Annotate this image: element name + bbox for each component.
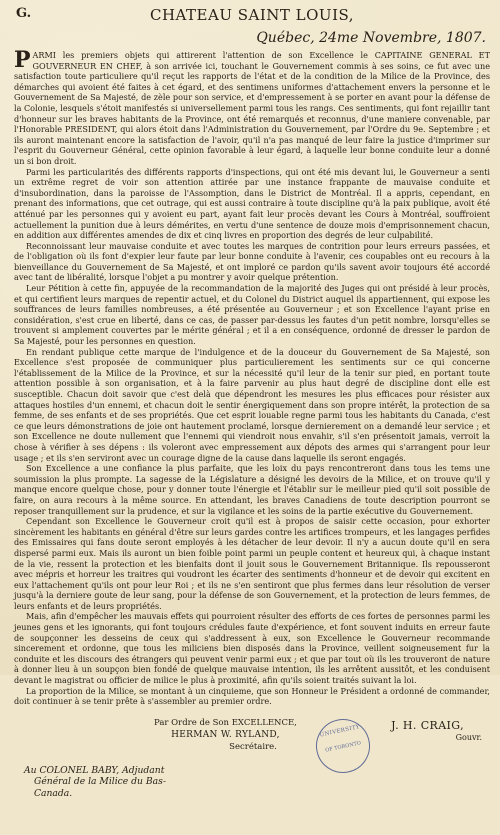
addressee-line-1: Au COLONEL BABY, Adjudant	[24, 764, 165, 776]
addressee-line-3: Canada.	[34, 787, 73, 799]
paragraph-text: En rendant publique cette marque de l'indulgence et de la douceur du Gouvernement de Sa Majesté, son Excellence s'est proposée de communiquer plus particulierement les sentiments sur ce qui concerne l'établissement de la Milice de la Province, et sur la nécessité qu'il leur de la tenir sur pied, en portant toute attention possible à son organisation, et à la faire parvenir au plus haut degré de discipline dont elle est susceptible. Chacun doit savoir que c'est delà que dépendront les mesures les plus efficaces pour résister aux attaques hostiles d'un ennemi, et chacun doit le sentir énergiquement dans son propre intérêt, la protection de sa femme, de ses enfants et de ses propriétés. Que cet esprit louable regne parmi tous les habitants du Canada, c'est ce que leurs démonstrations de joie ont hautement proclamé, lorsque dernierement on a demandé leur service ; et son Excellence ne doute nullement que l'ennemi qui viendroit nous envahir, s'il s'en présentoit jamais, verroit la chose à vérifier à ses dépens : ils voleront avec empressement aux dépots des armes qui s'arrangent pour leur usage ; et ils s'en serviront avec un courage digne de la cause dans laquelle ils seront engagés.	[14, 346, 490, 463]
addressee-line-2: Général de la Milice du Bas-	[34, 776, 166, 788]
body-paragraph	[14, 241, 490, 283]
drop-cap: P	[14, 47, 31, 73]
order-attribution	[154, 717, 297, 753]
paragraph-text: Cependant son Excellence le Gouverneur croit qu'il est à propos de saisir cette occasion, pour exhorter sincèrement les habitants en général d'être sur leurs gardes contre les artifices trompeurs, et les langages perfides des Emissaires qui fans doute seront employés à les détacher de leur devoir. Il n'y a aucun doute qu'il en sera dispersé parmi eux. Mais ils auront un bien foible point parmi un peuple content et heureux qui, à chaque instant de la vie, ressent la protection et les bienfaits dont il jouit sous le Gouvernement Britannique. Ils repousseront avec mépris et horreur les traitres qui voudront les écarter des sentiments d'honneur et de devoir qui excitent en eux l'attachement qu'ils ont pour leur Roi ; et ils ne s'en sentiront que plus fermes dans leur résolution de verser jusqu'à la derniere goute de leur sang, pour la défense de son Gouvernement, et la protection de leurs femmes, de leurs enfants et de leurs propriétés.	[14, 516, 490, 611]
body-paragraph	[14, 47, 490, 167]
dateline: Québec, 24me Novembre, 1807.	[256, 30, 486, 46]
body-paragraph	[14, 463, 490, 516]
secretary-name: HERMAN W. RYLAND,	[171, 729, 280, 740]
secretary-title: Secrétaire.	[229, 741, 277, 752]
governor-name: J. H. CRAIG,	[391, 718, 464, 732]
document-title: CHATEAU SAINT LOUIS,	[149, 6, 355, 24]
library-stamp	[311, 714, 375, 778]
body-paragraph	[14, 347, 490, 464]
order-line: Par Ordre de Son EXCELLENCE,	[154, 717, 297, 728]
paragraph-text: Son Excellence a une confiance la plus parfaite, que les loix du pays rencontreront dans tous les tems une soumission la plus prompte. La sagesse de la Législature a désigné les devoirs de la Milice, et on trouve qu'il y manque encore quelque chose, pour y donner toute l'énergie et l'établir sur le meilleur pied qu'il soit possible de faire, on aura recours à la même source. En attendant, les braves Canadiens de toute description pourront se reposer tranquillement sur la prudence, et sur la vigilance et les soins de la partie exécutive du Gouvernement.	[14, 463, 490, 516]
governor-title: Gouvr.	[455, 732, 482, 742]
body-paragraph	[14, 686, 490, 707]
paragraph-text: Leur Pétition à cette fin, appuyée de la recommandation de la majorité des Juges qui ont présidé à leur procès, et qui certifient leurs marques de repentir actuel, et du Colonel du District auquel ils appartiennent, qui expose les souffrances de leurs familles nombreuses, a été présentée au Gouverneur ; et son Excellence l'ayant prise en considération, s'est crue en liberté, dans ce cas, de passer par-dessus les fautes d'un petit nombre, lorsqu'elles se trouvent si amplement couvertes par le mérite général ; et il a en conséquence, ordonné de dresser le pardon de Sa Majesté, pour les personnes en question.	[14, 283, 490, 347]
body-paragraph	[14, 283, 490, 347]
signature-block	[14, 717, 490, 835]
body-paragraph	[14, 516, 490, 611]
paragraph-text: Reconnoissant leur mauvaise conduite et avec toutes les marques de contrition pour leurs erreurs passées, et de l'obligation où ils font d'expier leur faute par leur bonne conduite à l'avenir, ces coupables ont eu recours à la bienveillance du Gouvernement de Sa Majesté, et ont imploré ce pardon qu'ils savent avoir toujours été accordé avec tant de libéralité, lorsque l'objet a pu montrer y avoir quelque prétention.	[14, 240, 490, 283]
header	[14, 6, 490, 26]
paragraph-text: Parmi les particularités des différents rapports d'inspections, qui ont été mis devant lui, le Gouverneur a senti un extrême regret de voir son attention attirée par une instance frappante de mauvaise conduite et d'insubordination, dans la paroisse de l'Assomption, dans le District de Montréal. Il a appris, cependant, en prenant des informations, que cet outrage, qui est aussi contraire à toute discipline qu'à la paix publique, avoit été atténué par les personnes qui y avoient eu part, ayant fait leur procès devant les Cours à Montréal, souffroient actuellement la punition due à leurs démérites, en vertu d'une sentence de douze mois d'emprisonnement chacun, en addition aux différentes amendes de dix et cinq livres en proportion des degrés de leur culpabilité.	[14, 166, 490, 241]
body-paragraph	[14, 167, 490, 241]
stamp-line-2: OF TORONTO	[324, 740, 362, 754]
paragraph-text: ARMI les premiers objets qui attirerent l'attention de son Excellence le CAPITAINE GENERAL ET GOUVERNEUR EN CHEF, à son arrivée ici, touchant le Gouvernement commis à ses soins, ce fut avec une satisfaction toute particuliere qu'il reçut les rapports de l'état et de la condition de la Milice de la Province, des démarches qui avoient été faites à cet égard, et des sentimens uniformes d'attachement envers la personne et le Gouvernement de Sa Majesté, de zèle pour son service, et d'empressement à se porter en avant pour la défense de la Colonie, lesquels s'étoit manifestés si universellement parmi tous les rangs. Ces sentiments, qui font rejaillir tant d'honneur sur les braves habitants de la Province, ont été remarqués et reconnus, d'une maniere convenable, par l'Honorable PRESIDENT, qui alors étoit dans l'Administration du Gouvernement, par l'Ordre du 9e. Septembre ; et ils auront maintenant encore la satisfaction de l'avoir, qu'il n'a pas manqué de leur faire la justice d'imprimer sur l'esprit du Gouverneur Général, cette opinion favorable à leur égard, à laquelle leur bonne conduite leur a donné un si bon droit.	[14, 50, 490, 166]
stamp-line-1: UNIVERSITY	[319, 723, 361, 739]
document-body	[14, 47, 490, 707]
addressee	[24, 765, 166, 800]
paragraph-text: Mais, afin d'empêcher les mauvais effets qui pourroient résulter des efforts de ces fortes de personnes parmi les jeunes gens et les ignorants, qui font toujours crédules faute d'expérience, et font souvent induits en erreur faute de soupçonner les desseins de ceux qui s'addressent à eux, son Excellence le Gouverneur recommande sincerement et ordonne, que tous les miliciens bien disposés dans la Province, veillent soigneusement fur la conduite et les discours des étrangers qui peuvent venir parmi eux ; et que par tout où ils les trouveront de nature à donner lieu à un soupçon bien fondé de quelque mauvaise intention, ils les arrêtent aussitôt, et les conduisent devant le magistrat ou officier de milice le plus à proximité, afin qu'ils soient traités suivant la loi.	[14, 611, 490, 686]
corner-mark: G.	[16, 6, 32, 21]
paragraph-text: La proportion de la Milice, se montant à un cinquieme, que son Honneur le Président a ordonné de commander, doit continuer à se tenir prête à s'assembler au premier ordre.	[14, 685, 490, 707]
